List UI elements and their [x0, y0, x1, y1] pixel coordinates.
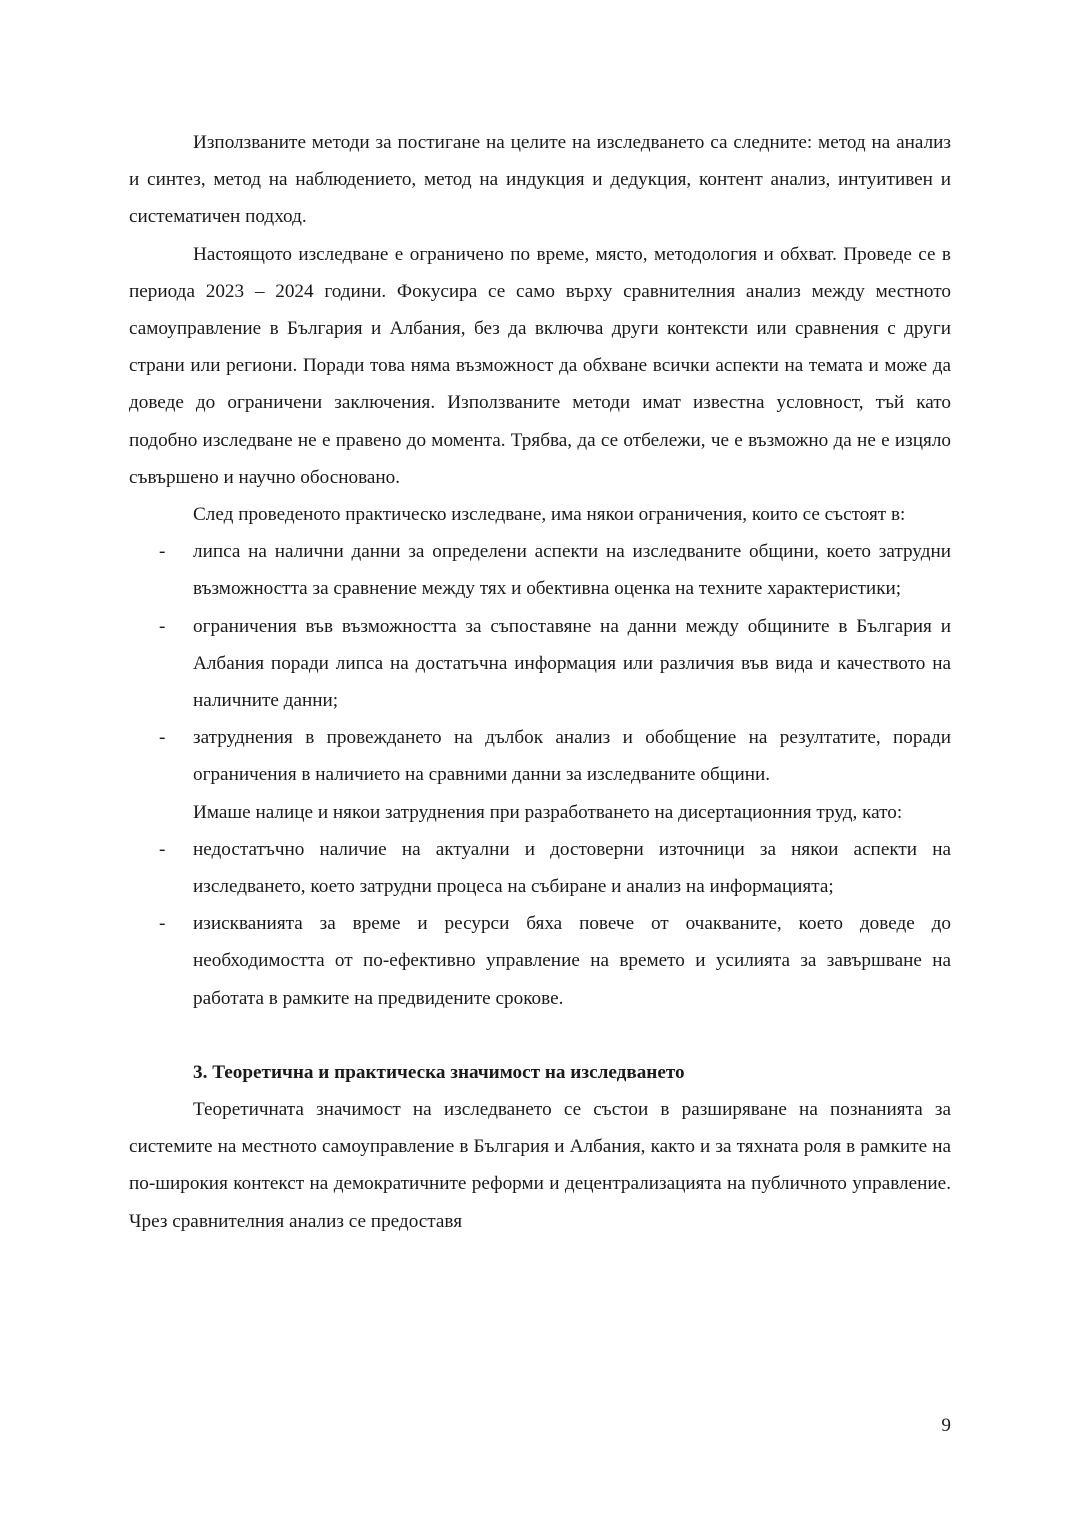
page-number: 9: [941, 1415, 951, 1436]
paragraph-research-methods: Използваните методи за постигане на целите на изследването са следните: метод на анализ и синтез, метод на наблюдението, метод на индукция и дедукция, контент анализ, интуитивен и систематичен подход.: [129, 132, 951, 228]
paragraph-research-scope: Настоящото изследване е ограничено по време, място, методология и обхват. Проведе се в периода 2023 – 2024 години. Фокусира се само върху сравнителния анализ между местното самоуправление в България и Албания, без да включва други контексти или сравнения с други страни или региони. Поради това няма възможност да обхване всички аспекти на темата и може да доведе до ограничени заключения. Използваните методи имат известна условност, тъй като подобно изследване не е правено до момента. Трябва, да се отбележи, че е възможно да не е изцяло съвършено и научно обосновано.: [129, 243, 951, 488]
list-dash-marker: -: [159, 727, 166, 749]
difficulties-list: [129, 831, 951, 1017]
section-heading: 3. Теоретична и практическа значимост на изследването: [193, 1061, 685, 1083]
list-dash-marker: -: [159, 838, 166, 860]
list-item-text: затруднения в провеждането на дълбок анализ и обобщение на резултатите, поради ограничения в наличието на сравними данни за изследваните общини.: [193, 727, 951, 786]
list-item: [159, 905, 951, 1017]
limitations-list: [129, 533, 951, 793]
list-item-text: изискванията за време и ресурси бяха повече от очакваните, което доведе до необходимостта от по-ефективно управление на времето и усилията за завършване на работата в рамките на предвидените срокове.: [193, 913, 951, 1009]
list-dash-marker: -: [159, 541, 166, 563]
paragraph-difficulties-intro: Имаше налице и някои затруднения при разработването на дисертационния труд, като:: [193, 801, 903, 823]
list-item: [159, 831, 951, 905]
list-dash-marker: -: [159, 615, 166, 637]
list-dash-marker: -: [159, 913, 166, 935]
list-item: [159, 719, 951, 793]
list-item-text: ограничения във възможността за съпоставяне на данни между общините в България и Албания поради липса на достатъчна информация или различия във вида и качеството на наличните данни;: [193, 615, 951, 712]
list-item: [159, 608, 951, 720]
list-item-text: недостатъчно наличие на актуални и достоверни източници за някои аспекти на изследването, което затрудни процеса на събиране и анализ на информацията;: [193, 838, 951, 898]
list-item: [159, 533, 951, 607]
list-item-text: липса на налични данни за определени аспекти на изследваните общини, което затрудни възможността за сравнение между тях и обективна оценка на техните характеристики;: [193, 541, 951, 600]
paragraph-theoretical-significance: Теоретичната значимост на изследването се състои в разширяване на познанията за системите на местното самоуправление в България и Албания, както и за тяхната роля в рамките на по-широкия контекст на демократичните реформи и децентрализацията на публичното управление. Чрез сравнителния анализ се предоставя: [129, 1099, 951, 1232]
paragraph-limitations-intro: След проведеното практическо изследване, има някои ограничения, които се състоят в:: [193, 504, 906, 526]
page-body: [129, 124, 951, 1240]
